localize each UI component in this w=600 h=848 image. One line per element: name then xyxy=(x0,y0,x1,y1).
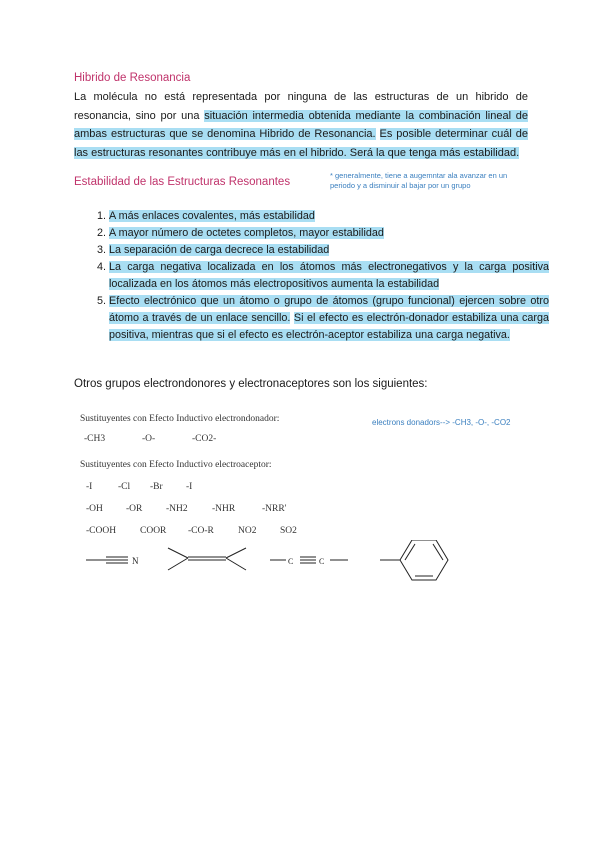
paragraph-part3 xyxy=(376,128,380,140)
otros-grupos-text: Otros grupos electrondonores y electronaceptores son los siguientes: xyxy=(74,378,428,390)
benzene-ring xyxy=(400,540,448,580)
acceptor-cor: -CO-R xyxy=(188,526,214,536)
list-item xyxy=(109,225,549,242)
paragraph-highlight1: situación intermedia obtenida mediante la combinación lineal de ambas estructuras que se denomina Hibrido de Resonancia. xyxy=(74,109,528,140)
alkene-bond-ur xyxy=(226,548,246,558)
list-item-text: A mayor número de octetes completos, mayor estabilidad xyxy=(109,227,384,239)
alkene-bond-lr xyxy=(226,558,246,570)
alkene-bond-ll xyxy=(168,558,188,570)
list-item-text: A más enlaces covalentes, más estabilidad xyxy=(109,210,315,222)
alkyne-c2-label: C xyxy=(319,557,325,566)
alkene-bond-ul xyxy=(168,548,188,558)
acceptor-or: -OR xyxy=(126,504,143,514)
benzene-inner-2 xyxy=(433,544,443,560)
heading-hibrido: Hibrido de Resonancia xyxy=(74,72,191,84)
donor-co2: -CO2- xyxy=(192,434,217,444)
paragraph-hibrido xyxy=(74,88,528,162)
acceptor-i: -I xyxy=(86,482,93,492)
donor-title: Sustituyentes con Efecto Inductivo electrondonador: xyxy=(80,414,280,424)
nitrile-n-label: N xyxy=(132,556,139,566)
paragraph-part1: La molécula no está representada por ninguna de las estructuras de un hibrido de resonancia, sino por una xyxy=(74,91,528,122)
acceptor-so2: SO2 xyxy=(280,526,297,536)
heading-estabilidad: Estabilidad de las Estructuras Resonantes xyxy=(74,176,291,188)
list-item xyxy=(109,293,549,344)
acceptor-cl: -Cl xyxy=(118,482,131,492)
list-item xyxy=(109,208,549,225)
donor-o: -O- xyxy=(142,434,156,444)
acceptor-oh: -OH xyxy=(86,504,103,514)
electron-donors-note: electrons donadors--> -CH3, -O-, -CO2 xyxy=(372,418,511,427)
list-item xyxy=(109,259,549,293)
list-item-text-b: Si el efecto es electrón-donador estabiliza una carga positiva, mientras que si el efecto es electrón-aceptor estabiliza una carga negativa. xyxy=(109,312,550,341)
donor-ch3: -CH3 xyxy=(84,434,106,444)
acceptor-no2: NO2 xyxy=(238,526,257,536)
acceptor-coor: COOR xyxy=(140,526,167,536)
acceptor-i2: -I xyxy=(186,482,193,492)
acceptor-title: Sustituyentes con Efecto Inductivo electroaceptor: xyxy=(80,460,272,470)
acceptor-cooh: -COOH xyxy=(86,526,117,536)
stability-list xyxy=(88,208,549,344)
acceptor-nrr: -NRR' xyxy=(262,504,287,514)
acceptor-nhr: -NHR xyxy=(212,504,236,514)
acceptor-nh2: -NH2 xyxy=(166,504,188,514)
list-item-text-a: Efecto electrónico que un átomo o grupo de átomos (grupo funcional) ejercen sobre otro átomo a través de un enlace sencillo. xyxy=(109,295,549,324)
list-item-text: La carga negativa localizada en los átomos más electronegativos y la carga positiva localizada en los átomos más electropositivos aumenta la estabilidad xyxy=(109,261,549,290)
list-item xyxy=(109,242,549,259)
list-item-text: La separación de carga decrece la estabilidad xyxy=(109,244,330,256)
benzene-inner-1 xyxy=(405,544,415,560)
paragraph-highlight2: Es posible determinar cuál de las estructuras resonantes contribuye más en el hibrido. Será la que tenga más estabilidad. xyxy=(74,128,528,159)
alkyne-c1-label: C xyxy=(288,557,294,566)
structures-drawing xyxy=(80,540,460,590)
side-note: * generalmente, tiene a augemntar ala avanzar en un periodo y a disminuir al bajar por un grupo xyxy=(330,171,508,190)
acceptor-br: -Br xyxy=(150,482,163,492)
